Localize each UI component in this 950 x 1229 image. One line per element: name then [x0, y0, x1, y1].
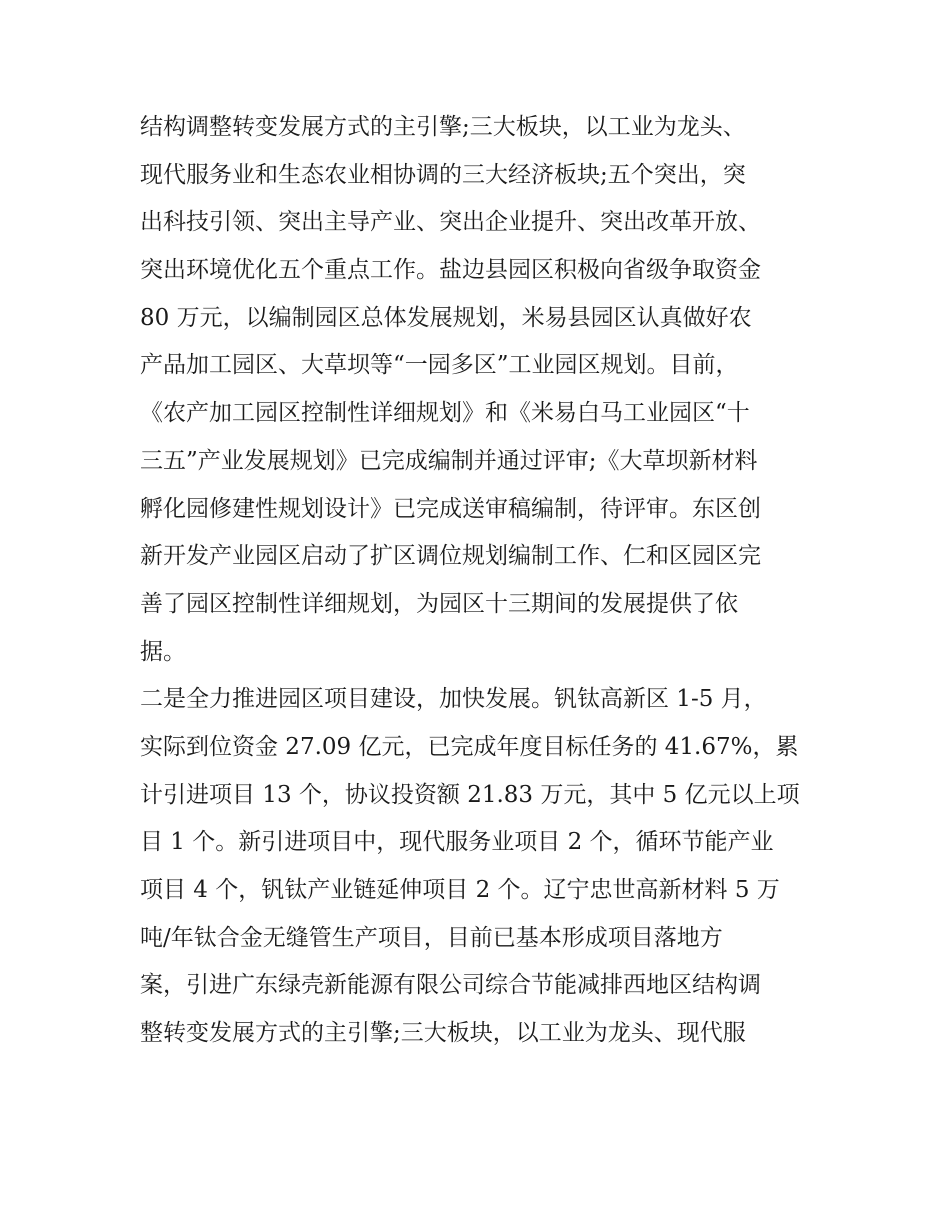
text-line-11: 善了园区控制性详细规划，为园区十三期间的发展提供了依 [140, 590, 738, 617]
text-line-14: 实际到位资金 27.09 亿元，已完成年度目标任务的 41.67%，累 [140, 733, 799, 760]
text-line-8: 三五”产业发展规划》已完成编制并通过评审;《大草坝新材料 [140, 447, 758, 474]
text-line-17: 项目 4 个，钒钛产业链延伸项目 2 个。辽宁忠世高新材料 5 万 [140, 877, 780, 903]
text-line-6: 产品加工园区、大草坝等“一园多区”工业园区规划。目前， [140, 352, 739, 379]
text-line-9: 孵化园修建性规划设计》已完成送审稿编制，待评审。东区创 [140, 495, 761, 522]
text-line-7: 《农产加工园区控制性详细规划》和《米易白马工业园区“十 [140, 400, 750, 427]
text-line-16: 目 1 个。新引进项目中，现代服务业项目 2 个，循环节能产业 [140, 829, 774, 856]
text-line-3: 出科技引领、突出主导产业、突出企业提升、突出改革开放、 [140, 209, 761, 236]
text-line-4: 突出环境优化五个重点工作。盐边县园区积极向省级争取资金 [140, 257, 761, 284]
text-line-10: 新开发产业园区启动了扩区调位规划编制工作、仁和区园区完 [140, 543, 761, 570]
text-line-20: 整转变发展方式的主引擎;三大板块，以工业为龙头、现代服 [140, 1020, 746, 1047]
text-line-18: 吨/年钛合金无缝管生产项目，目前已基本形成项目落地方 [140, 924, 723, 951]
text-line-15: 计引进项目 13 个，协议投资额 21.83 万元，其中 5 亿元以上项 [140, 781, 800, 808]
text-line-12: 据。 [140, 638, 186, 665]
text-line-2: 现代服务业和生态农业相协调的三大经济板块;五个突出，突 [140, 161, 746, 188]
text-line-13: 二是全力推进园区项目建设，加快发展。钒钛高新区 1-5 月， [140, 686, 767, 713]
text-line-1: 结构调整转变发展方式的主引擎;三大板块，以工业为龙头、 [140, 114, 746, 140]
text-line-19: 案，引进广东绿壳新能源有限公司综合节能减排西地区结构调 [140, 972, 761, 999]
text-line-5: 80 万元，以编制园区总体发展规划，米易县园区认真做好农 [140, 304, 752, 331]
body-text [140, 104, 820, 1058]
